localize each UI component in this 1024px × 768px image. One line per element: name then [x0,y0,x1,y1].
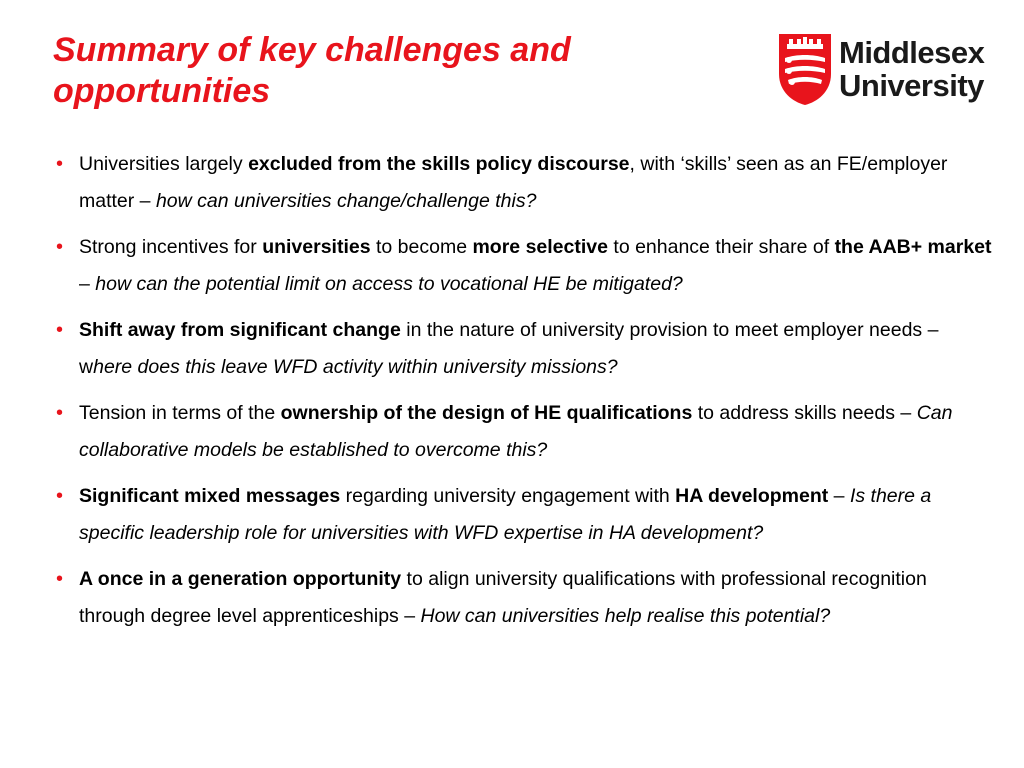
bullet-list [56,146,996,644]
bullet-question: how can the potential limit on access to vocational HE be mitigated? [95,273,683,295]
logo-line-2: University [839,68,984,103]
bullet-item [56,146,996,220]
bullet-item [56,478,996,552]
bullet-question: How can universities help realise this potential? [420,605,831,627]
bullet-text: Strong incentives for [79,236,263,258]
bullet-bold-text: Significant mixed messages [79,485,341,507]
bullet-text: regarding university engagement with [340,485,676,507]
bullet-item [56,229,996,303]
bullet-text: to enhance their share of [607,236,835,258]
bullet-text: – [79,273,96,295]
bullet-question: how can universities change/challenge this? [155,190,537,212]
bullet-bold-text: excluded from the skills policy discourse [248,153,630,175]
slide-title: Summary of key challenges and opportunities [53,31,571,110]
bullet-item [56,395,996,469]
bullet-bold-text: A once in a generation opportunity [79,568,402,590]
bullet-bold-text: the AAB+ market [834,236,992,258]
bullet-bold-text: more selective [472,236,608,258]
logo-wordmark [839,36,984,102]
bullet-text: in the nature of university provision to meet employer needs – w [79,319,939,378]
university-logo [777,32,992,110]
bullet-text: – [828,485,850,507]
bullet-text: to become [370,236,473,258]
bullet-text: , with ‘skills’ seen as an FE/employer matter – [79,153,948,212]
bullet-text: Universities largely [79,153,249,175]
bullet-text: to align university qualifications with professional recognition through degree level apprenticeships – [79,568,927,627]
bullet-bold-text: universities [262,236,371,258]
bullet-item [56,312,996,386]
bullet-question: Is there a specific leadership role for universities with WFD expertise in HA development? [79,485,932,544]
shield-icon [777,32,833,106]
bullet-question: Can collaborative models be established to overcome this? [79,402,953,461]
bullet-text: to address skills needs – [692,402,917,424]
bullet-question: here does this leave WFD activity within university missions? [93,356,618,378]
logo-line-1: Middlesex [839,35,985,70]
bullet-bold-text: ownership of the design of HE qualifications [280,402,693,424]
bullet-item [56,561,996,635]
bullet-bold-text: Shift away from significant change [79,319,401,341]
bullet-text: Tension in terms of the [79,402,281,424]
bullet-bold-text: HA development [675,485,829,507]
